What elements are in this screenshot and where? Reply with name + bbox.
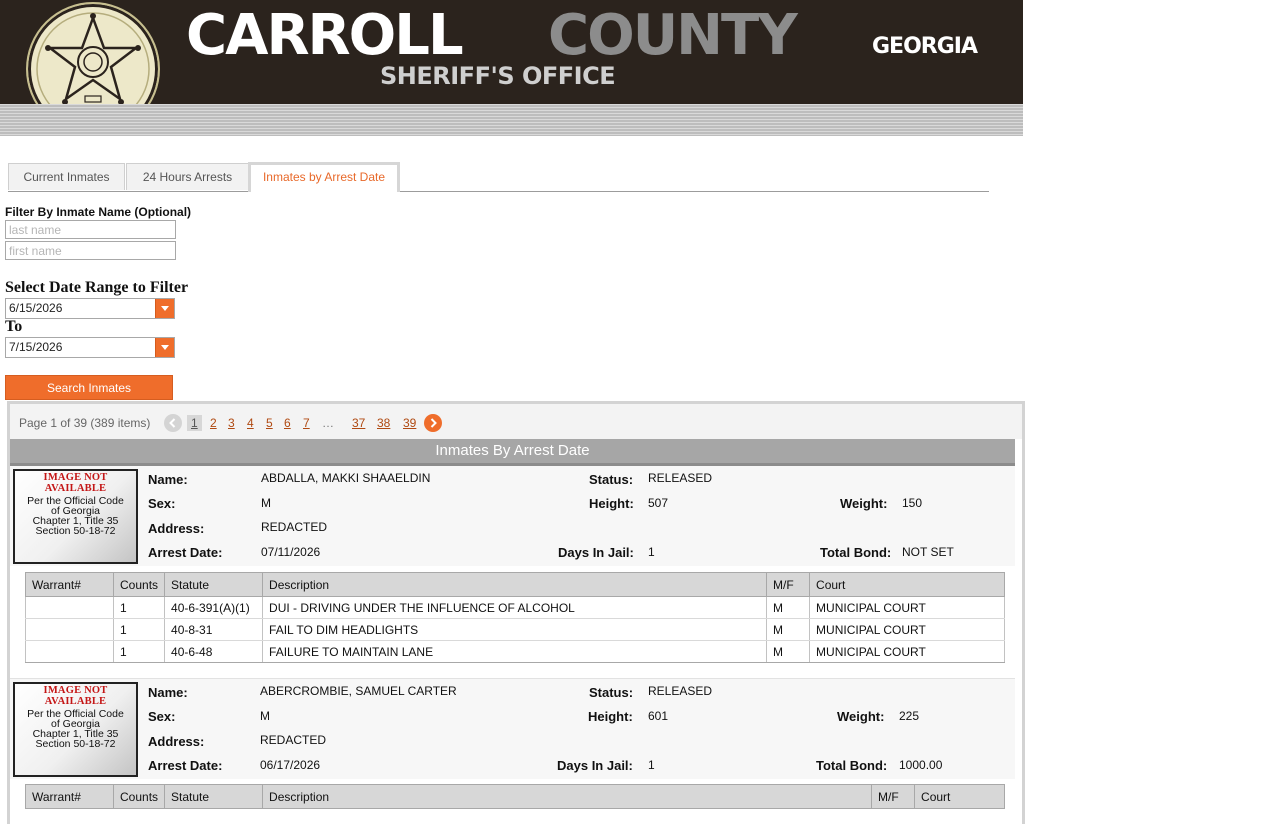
name-label: Name:: [148, 472, 188, 487]
page-link[interactable]: 6: [284, 416, 291, 430]
column-header: Counts: [114, 785, 165, 809]
height-label: Height:: [588, 709, 633, 724]
cell-statute: 40-6-391(A)(1): [165, 597, 263, 619]
grid-heading: Inmates By Arrest Date: [10, 439, 1015, 466]
cell-description: FAIL TO DIM HEADLIGHTS: [263, 619, 767, 641]
inmate-sex: M: [260, 709, 270, 723]
subtitle-sheriffs-office: SHERIFF'S OFFICE: [380, 62, 616, 90]
charges-table: [25, 572, 1005, 663]
arrest-date-label: Arrest Date:: [148, 545, 223, 560]
inmate-sex: M: [261, 496, 271, 510]
inmate-total-bond: NOT SET: [902, 545, 954, 559]
title-state: GEORGIA: [872, 34, 977, 59]
weight-label: Weight:: [840, 496, 888, 511]
charges-table: [25, 784, 1005, 809]
tab-24-hours-arrests[interactable]: 24 Hours Arrests: [126, 163, 249, 190]
cell-description: FAILURE TO MAINTAIN LANE: [263, 641, 767, 663]
inmate-photo-placeholder: [13, 469, 138, 564]
address-label: Address:: [148, 521, 205, 536]
to-label: To: [5, 318, 23, 335]
cell-mf: M: [767, 641, 810, 663]
column-header: M/F: [872, 785, 915, 809]
height-label: Height:: [589, 496, 634, 511]
status-label: Status:: [589, 685, 634, 700]
cell-mf: M: [767, 597, 810, 619]
column-header: Warrant#: [26, 573, 114, 597]
inmate-status: RELEASED: [648, 471, 713, 485]
column-header: Counts: [114, 573, 165, 597]
results-panel: [7, 401, 1025, 824]
cell-court: MUNICIPAL COURT: [810, 619, 1005, 641]
image-not-available-label: IMAGE NOT AVAILABLE: [43, 472, 108, 494]
tab-current-inmates[interactable]: Current Inmates: [8, 163, 125, 190]
page-link[interactable]: 5: [266, 416, 273, 430]
tab-inmates-by-arrest-date[interactable]: Inmates by Arrest Date: [248, 162, 400, 192]
header-banner: [0, 0, 1023, 136]
column-header: M/F: [767, 573, 810, 597]
column-header: Statute: [165, 573, 263, 597]
inmate-arrest-date: 06/17/2026: [260, 758, 321, 772]
tab-bar: [8, 163, 989, 192]
page-link[interactable]: 37: [352, 416, 366, 430]
cell-court: MUNICIPAL COURT: [810, 597, 1005, 619]
page-link[interactable]: 39: [403, 416, 417, 430]
sex-label: Sex:: [148, 709, 176, 724]
inmate-photo-placeholder: [13, 682, 138, 777]
page-link[interactable]: 38: [377, 416, 391, 430]
table-row: [26, 597, 1005, 619]
prev-page-icon[interactable]: [164, 414, 182, 432]
total-bond-label: Total Bond:: [816, 758, 888, 773]
inmate-name: ABERCROMBIE, SAMUEL CARTER: [260, 684, 457, 698]
weight-label: Weight:: [837, 709, 885, 724]
column-header: Court: [810, 573, 1005, 597]
cell-warrant: [26, 641, 114, 663]
cell-statute: 40-8-31: [165, 619, 263, 641]
last-name-input[interactable]: [5, 220, 176, 239]
column-header: Description: [263, 785, 872, 809]
page-link[interactable]: 7: [303, 416, 310, 430]
name-label: Name:: [148, 685, 188, 700]
cell-description: DUI - DRIVING UNDER THE INFLUENCE OF ALCOHOL: [263, 597, 767, 619]
column-header: Statute: [165, 785, 263, 809]
pager-info: Page 1 of 39 (389 items): [19, 416, 151, 430]
inmate-record: [10, 466, 1015, 566]
inmate-height: 601: [648, 709, 669, 723]
cell-warrant: [26, 619, 114, 641]
inmate-arrest-date: 07/11/2026: [261, 545, 321, 559]
chevron-down-icon[interactable]: [155, 299, 174, 318]
arrest-date-label: Arrest Date:: [148, 758, 223, 773]
sex-label: Sex:: [148, 496, 176, 511]
date-range-heading: Select Date Range to Filter: [5, 279, 189, 296]
image-not-available-label: IMAGE NOT AVAILABLE: [43, 685, 108, 707]
inmate-weight: 150: [902, 496, 923, 510]
cell-statute: 40-6-48: [165, 641, 263, 663]
table-row: [26, 641, 1005, 663]
table-row: [26, 619, 1005, 641]
page-link[interactable]: 4: [247, 416, 254, 430]
inmate-address: REDACTED: [260, 733, 327, 747]
next-page-icon[interactable]: [424, 414, 442, 432]
first-name-input[interactable]: [5, 241, 176, 260]
pager: [10, 404, 1022, 439]
from-date-picker[interactable]: [5, 298, 175, 319]
page-ellipsis[interactable]: …: [322, 416, 334, 430]
total-bond-label: Total Bond:: [820, 545, 892, 560]
column-header: Warrant#: [26, 785, 114, 809]
page-link[interactable]: 2: [210, 416, 217, 430]
photo-legal-notice: Per the Official Code of Georgia Chapter 1, Title 35 Section 50-18-72: [27, 708, 124, 750]
inmate-height: 507: [648, 496, 669, 510]
cell-court: MUNICIPAL COURT: [810, 641, 1005, 663]
inmate-address: REDACTED: [261, 520, 328, 534]
status-label: Status:: [589, 472, 634, 487]
cell-counts: 1: [114, 619, 165, 641]
inmate-total-bond: 1000.00: [899, 758, 943, 772]
inmate-days-in-jail: 1: [648, 545, 655, 559]
inmate-days-in-jail: 1: [648, 758, 655, 772]
to-date-value: 7/15/2026: [9, 340, 63, 354]
to-date-picker[interactable]: [5, 337, 175, 358]
cell-counts: 1: [114, 597, 165, 619]
page-link[interactable]: 3: [228, 416, 235, 430]
title-county: COUNTY: [548, 3, 796, 68]
inmate-name: ABDALLA, MAKKI SHAAELDIN: [261, 471, 431, 485]
column-header: Description: [263, 573, 767, 597]
days-in-jail-label: Days In Jail:: [557, 758, 633, 773]
chevron-down-icon[interactable]: [155, 338, 174, 357]
inmate-weight: 225: [899, 709, 920, 723]
search-inmates-button[interactable]: Search Inmates: [5, 375, 173, 400]
cell-counts: 1: [114, 641, 165, 663]
photo-legal-notice: Per the Official Code of Georgia Chapter 1, Title 35 Section 50-18-72: [27, 495, 124, 537]
inmate-record: [10, 678, 1015, 779]
inmate-status: RELEASED: [648, 684, 713, 698]
page-link[interactable]: 1: [187, 415, 202, 431]
from-date-value: 6/15/2026: [9, 301, 63, 315]
cell-mf: M: [767, 619, 810, 641]
banner-stripes: [0, 104, 1023, 136]
title-carroll: CARROLL: [186, 3, 462, 68]
cell-warrant: [26, 597, 114, 619]
filter-name-heading: Filter By Inmate Name (Optional): [5, 205, 192, 219]
days-in-jail-label: Days In Jail:: [558, 545, 634, 560]
column-header: Court: [915, 785, 1005, 809]
address-label: Address:: [148, 734, 205, 749]
